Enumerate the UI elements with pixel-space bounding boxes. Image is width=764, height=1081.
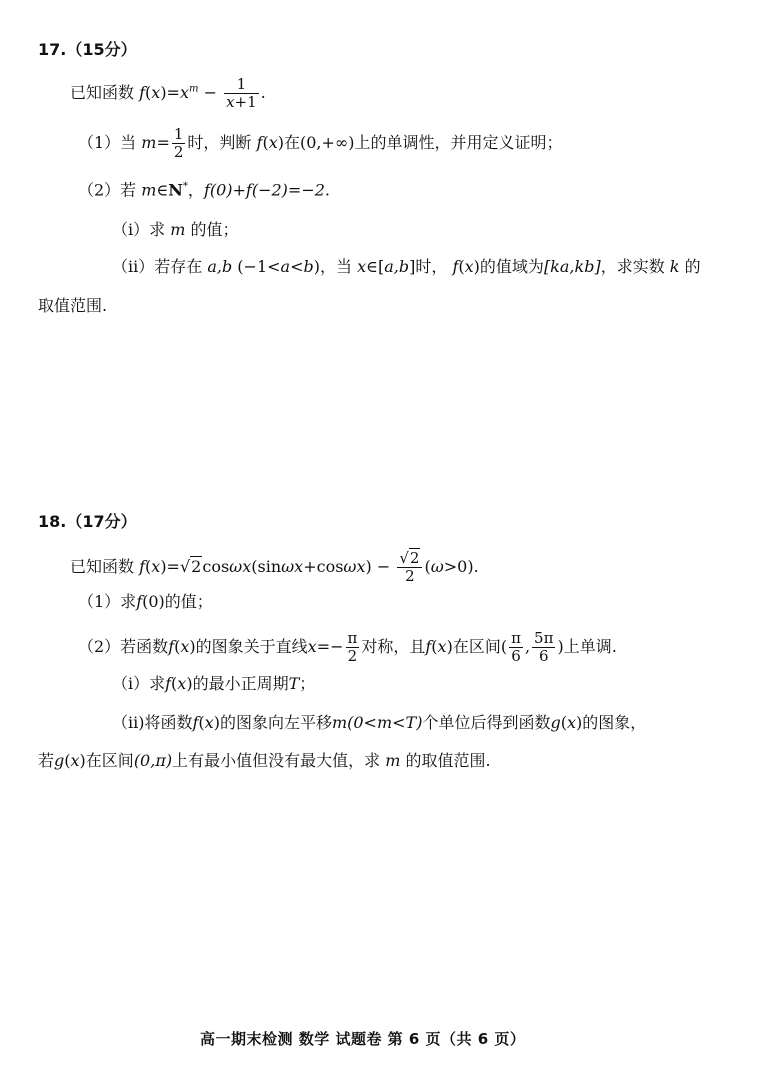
q18-intro: 已知函数 f(x)=√2cosωx(sinωx+cosωx) − $\frac{√2}{2}$ (ω>0). <box>70 549 479 585</box>
q17-sub-i: （i）求 m 的值； <box>112 220 239 239</box>
q17-header: 17.（15分） <box>38 40 137 59</box>
q18-sub-ii-continuation: 若g(x)在区间(0,π)上有最小值但没有最大值，求 m 的取值范围. <box>38 751 491 770</box>
fraction-pi-over-2: $\frac{\pi}{2}$ <box>347 629 358 665</box>
fraction-one-half: $\frac{1}{2}$ <box>173 125 184 161</box>
fraction-1-over-x-plus-1: $\frac{1}{x+1}$ <box>226 75 257 111</box>
q18-part2: （2）若函数f(x)的图象关于直线x=− $\frac{\pi}{2}$ 对称，且f(x)在区间( $\frac{\pi}{6}$ , $\frac{5\pi}{6}$ )上单调. <box>78 629 617 665</box>
fraction-5pi-over-6: $\frac{5\pi}{6}$ <box>534 629 554 665</box>
q18-part1: （1）求f(0)的值； <box>78 592 213 611</box>
page-footer: 高一期末检测 数学 试题卷 第 6 页（共 6 页） <box>200 1030 526 1048</box>
q18-header: 18.（17分） <box>38 512 137 531</box>
q17-intro: 已知函数 $f(x)=x^m$ − $\frac{1}{x+1}$ . <box>70 75 266 111</box>
q17-sub-ii-continuation: 取值范围. <box>38 296 108 315</box>
q17-part2: （2）若 m∈N*，f(0)+f(−2)=−2. <box>78 180 331 200</box>
q17-sub-ii: （ii）若存在 a,b (−1<a<b)，当 x∈[a,b]时， f(x)的值域为[ka,kb]，求实数 k 的 <box>112 257 701 276</box>
fraction-pi-over-6: $\frac{\pi}{6}$ <box>511 629 521 665</box>
fraction-sqrt2-over-2: $\frac{√2}{2}$ <box>397 550 422 585</box>
q17-part1: （1）当 m= $\frac{1}{2}$ 时，判断 f(x)在(0,+∞)上的单调性，并用定义证明； <box>78 125 563 161</box>
q18-sub-i: （i）求f(x)的最小正周期T； <box>112 674 316 693</box>
q18-sub-ii: （ii)将函数f(x)的图象向左平移m(0<m<T)个单位后得到函数g(x)的图象， <box>112 713 647 732</box>
